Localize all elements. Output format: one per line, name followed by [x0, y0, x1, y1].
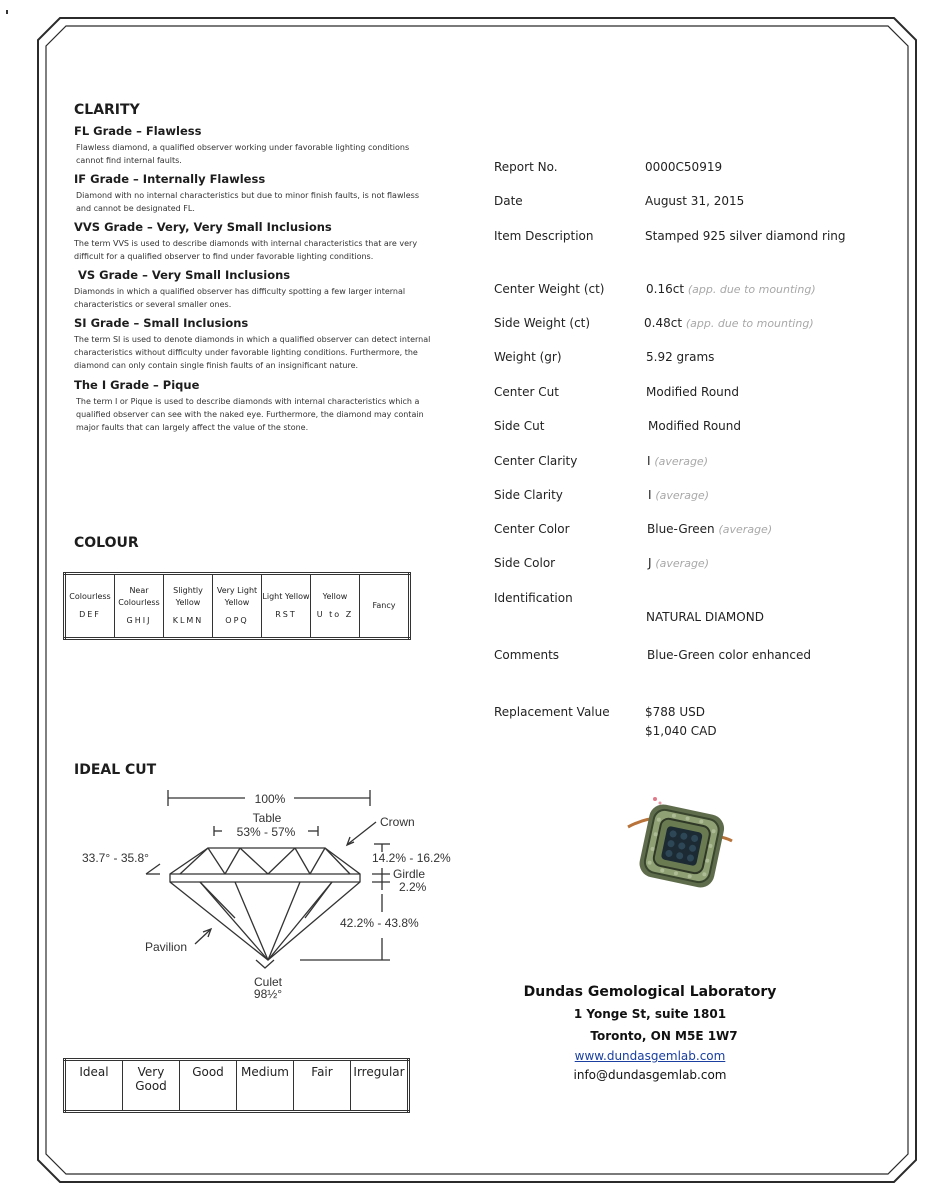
ideal-cut-title: IDEAL CUT	[74, 762, 157, 778]
report-no-value: 0000C50919	[645, 160, 723, 174]
colour-cell: Very Light Yellow OPQ	[213, 574, 262, 639]
replacement-cad-value: $1,040 CAD	[645, 724, 717, 738]
grade-i-title: The I Grade – Pique	[74, 378, 200, 392]
grade-vvs-text: The term VVS is used to describe diamonds with internal characteristics that are very difficult for a qualified observer to find under favorable lighting conditions.	[74, 239, 418, 261]
grade-if-text: Diamond with no internal characteristics but due to minor finish faults, is not flawless and cannot be designated FL.	[76, 191, 419, 213]
center-clarity-value: I (average)	[647, 454, 708, 468]
comments-value: Blue-Green color enhanced	[647, 648, 811, 662]
center-weight-label: Center Weight (ct)	[494, 282, 605, 296]
grade-vs-title: VS Grade – Very Small Inclusions	[78, 268, 291, 282]
side-color-value: J (average)	[648, 556, 709, 570]
cut-grade-cell: Ideal	[65, 1060, 123, 1112]
cut-grade-cell: Very Good	[123, 1060, 180, 1112]
center-weight-value: 0.16ct (app. due to mounting)	[646, 282, 816, 296]
center-color-value: Blue-Green (average)	[647, 522, 773, 536]
lab-address-line1: 1 Yonge St, suite 1801	[573, 1007, 727, 1021]
report-no-label: Report No.	[494, 160, 558, 174]
colour-scale-table	[63, 572, 411, 640]
cut-grade-cell: Good	[180, 1060, 237, 1112]
lab-email: info@dundasgemlab.com	[573, 1068, 727, 1082]
girdle-label: Girdle	[393, 867, 426, 881]
colour-cell: Slightly Yellow KLMN	[164, 574, 213, 639]
ring-photo	[620, 785, 740, 905]
crown-angle-label: 33.7° - 35.8°	[82, 851, 149, 865]
lab-address-line2: Toronto, ON M5E 1W7	[590, 1029, 738, 1043]
side-clarity-value: I (average)	[648, 488, 709, 502]
cut-grade-cell: Irregular	[351, 1060, 409, 1112]
colour-cell: Near Colourless GHIJ	[115, 574, 164, 639]
grade-vs-text: Diamonds in which a qualified observer has difficulty spotting a few larger internal characteristics or several smaller ones.	[74, 287, 406, 309]
cut-grade-cell: Medium	[237, 1060, 294, 1112]
lab-name: Dundas Gemological Laboratory	[523, 984, 777, 1000]
side-cut-label: Side Cut	[494, 419, 545, 433]
grade-fl-text: Flawless diamond, a qualified observer working under favorable lighting conditions cannot find internal faults.	[76, 143, 410, 165]
pavilion-depth-label: 42.2% - 43.8%	[340, 916, 419, 930]
colour-cell: Colourless DEF	[65, 574, 115, 639]
girdle-value-label: 2.2%	[399, 880, 427, 894]
item-description-value: Stamped 925 silver diamond ring	[645, 229, 846, 243]
culet-value-label: 98½°	[253, 987, 283, 1001]
center-cut-value: Modified Round	[646, 385, 739, 399]
colour-cell: Yellow U to Z	[311, 574, 360, 639]
diamond-diagram	[60, 782, 460, 1012]
grade-si-title: SI Grade – Small Inclusions	[74, 316, 249, 330]
side-weight-value: 0.48ct (app. due to mounting)	[644, 316, 814, 330]
total-width-label: 100%	[254, 792, 286, 806]
grade-if-title: IF Grade – Internally Flawless	[74, 172, 266, 186]
table-range-label: 53% - 57%	[236, 825, 296, 839]
clarity-title: CLARITY	[74, 102, 140, 118]
item-description-label: Item Description	[494, 229, 594, 243]
side-clarity-label: Side Clarity	[494, 488, 563, 502]
side-weight-label: Side Weight (ct)	[494, 316, 591, 330]
center-cut-label: Center Cut	[494, 385, 559, 399]
side-color-label: Side Color	[494, 556, 556, 570]
grade-i-text: The term I or Pique is used to describe diamonds with internal characteristics which a qualified observer can see with the naked eye. Furthermore, the diamond may contain major faults that can largely affect the value of the stone.	[76, 397, 424, 432]
replacement-usd-value: $788 USD	[645, 705, 705, 719]
lab-website-link[interactable]: www.dundasgemlab.com	[574, 1049, 726, 1063]
center-clarity-label: Center Clarity	[494, 454, 578, 468]
weight-value: 5.92 grams	[646, 350, 715, 364]
weight-label: Weight (gr)	[494, 350, 562, 364]
colour-cell: Light Yellow RST	[262, 574, 311, 639]
table-label: Table	[252, 811, 282, 825]
date-label: Date	[494, 194, 523, 208]
center-color-label: Center Color	[494, 522, 570, 536]
grade-si-text: The term SI is used to denote diamonds in which a qualified observer can detect internal characteristics without difficulty under favorable lighting conditions. Furthermore, the diamond can only contain single finish faults of an insignificant nature.	[74, 335, 431, 370]
culet-label: Culet	[253, 975, 283, 989]
cut-grade-table	[63, 1058, 410, 1113]
crown-height-label: 14.2% - 16.2%	[372, 851, 451, 865]
colour-cell: Fancy	[360, 574, 410, 639]
crown-label: Crown	[380, 815, 415, 829]
grade-fl-title: FL Grade – Flawless	[74, 124, 202, 138]
side-cut-value: Modified Round	[648, 419, 741, 433]
identification-value: NATURAL DIAMOND	[646, 610, 764, 624]
grade-vvs-title: VVS Grade – Very, Very Small Inclusions	[74, 220, 332, 234]
colour-title: COLOUR	[74, 535, 139, 551]
cut-grade-cell: Fair	[294, 1060, 351, 1112]
date-value: August 31, 2015	[645, 194, 745, 208]
pavilion-label: Pavilion	[145, 940, 188, 954]
identification-label: Identification	[494, 591, 573, 605]
comments-label: Comments	[494, 648, 560, 662]
replacement-value-label: Replacement Value	[494, 705, 610, 719]
